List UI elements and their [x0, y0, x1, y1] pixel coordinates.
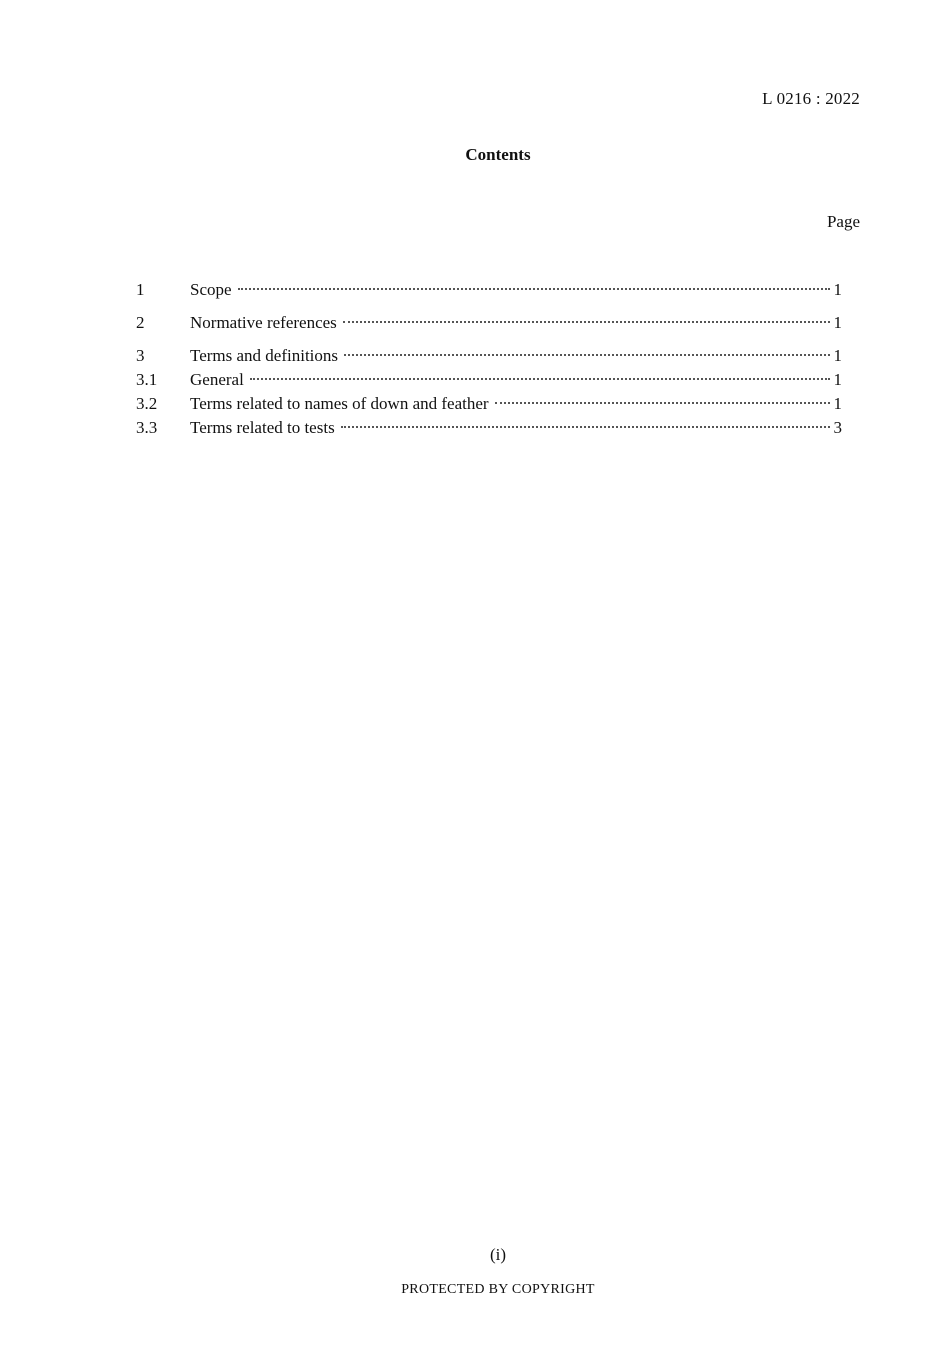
toc-entry-title: Normative references [190, 313, 337, 332]
toc-entry-page: 1 [833, 346, 842, 365]
toc-entry-title: General [190, 370, 244, 389]
toc-entry-title: Scope [190, 280, 232, 299]
footer-page-number: (i) [489, 1245, 507, 1264]
toc-entry-normative-references[interactable] [136, 311, 842, 335]
toc-dot-leader [341, 426, 830, 428]
toc-dot-leader [250, 378, 830, 380]
toc-entry-page: 1 [833, 280, 842, 299]
toc-entry-terms-and-definitions[interactable] [136, 344, 842, 368]
toc-entry-page: 1 [833, 370, 842, 389]
table-of-contents [136, 278, 842, 440]
toc-entry-title: Terms related to tests [190, 418, 335, 437]
toc-entry-title: Terms and definitions [190, 346, 339, 365]
toc-entry-page: 3 [833, 418, 842, 437]
toc-dot-leader [238, 288, 830, 290]
toc-entry-number: 3 [136, 346, 145, 365]
page-column-label: Page [826, 212, 860, 231]
toc-entry-number: 1 [136, 280, 145, 299]
toc-entry-general[interactable] [136, 368, 842, 392]
toc-entry-number: 3.2 [136, 394, 158, 413]
toc-dot-leader [344, 354, 829, 356]
toc-entry-title: Terms related to names of down and feather [190, 394, 489, 413]
toc-entry-number: 3.1 [136, 370, 158, 389]
toc-entry-terms-names-down-feather[interactable] [136, 392, 842, 416]
toc-dot-leader [343, 321, 830, 323]
toc-entry-number: 3.3 [136, 418, 158, 437]
toc-dot-leader [495, 402, 830, 404]
document-code: L 0216 : 2022 [762, 89, 860, 108]
toc-entry-page: 1 [833, 313, 842, 332]
footer-copyright-notice: PROTECTED BY COPYRIGHT [401, 1282, 595, 1297]
toc-entry-scope[interactable] [136, 278, 842, 302]
toc-entry-terms-tests[interactable] [136, 416, 842, 440]
page-title: Contents [465, 145, 531, 164]
toc-entry-number: 2 [136, 313, 145, 332]
toc-entry-page: 1 [833, 394, 842, 413]
